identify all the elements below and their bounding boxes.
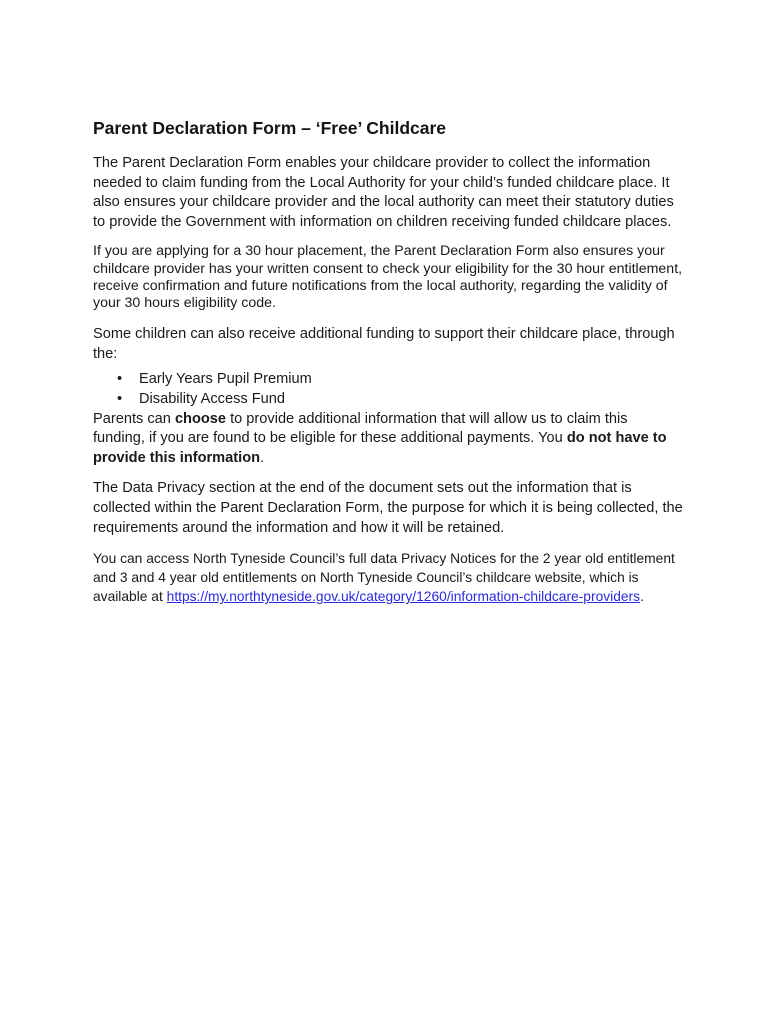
choice-text-2: to provide additional information that will allow us to claim this funding, if you are found to be eligible for these additional payments. You: [93, 410, 628, 447]
data-privacy-paragraph: The Data Privacy section at the end of the document sets out the information that is collected within the Parent Declaration Form, the purpose for which it is being collected, the requirements around the information and how it will be retained.: [93, 480, 683, 536]
privacy-notice-end: .: [640, 589, 644, 605]
document-page: [93, 116, 683, 617]
list-item: [93, 390, 683, 410]
additional-funding-paragraph: Some children can also receive additional funding to support their childcare place, through the:: [93, 326, 675, 362]
childcare-providers-link[interactable]: https://my.northtyneside.gov.uk/category/1260/information-childcare-providers: [166, 589, 641, 605]
list-item-label: Early Years Pupil Premium: [139, 371, 312, 388]
bullet-icon: •: [117, 390, 123, 407]
thirty-hour-paragraph: If you are applying for a 30 hour placement, the Parent Declaration Form also ensures your childcare provider has your written consent to check your eligibility for the 30 hour entitlement, receive confirmation and future notifications from the local authority, regarding the validity of your 30 hours eligibility code.: [93, 243, 683, 311]
list-item: [93, 370, 683, 390]
choice-text-1: Parents can: [93, 410, 175, 427]
not-required-emphasis: do not have to provide this information: [93, 430, 667, 466]
choice-text-3: .: [260, 449, 265, 466]
funding-list: [93, 370, 683, 409]
intro-paragraph: The Parent Declaration Form enables your childcare provider to collect the information needed to claim funding from the Local Authority for your child’s funded childcare place. It also ensures your childcare provider and the local authority can meet their statutory duties to provide the Government with information on children receiving funded childcare places.: [93, 155, 674, 230]
choice-emphasis: choose: [174, 410, 227, 427]
list-item-label: Disability Access Fund: [139, 390, 285, 407]
privacy-notice-paragraph: [93, 549, 683, 606]
choice-paragraph: [93, 410, 683, 469]
bullet-icon: •: [117, 371, 123, 388]
page-title: Parent Declaration Form – ‘Free’ Childcare: [93, 118, 447, 138]
privacy-notice-text: You can access North Tyneside Council’s full data Privacy Notices for the 2 year old entitlement and 3 and 4 year old entitlements on North Tyneside Council’s childcare website, which is available at: [93, 551, 675, 605]
